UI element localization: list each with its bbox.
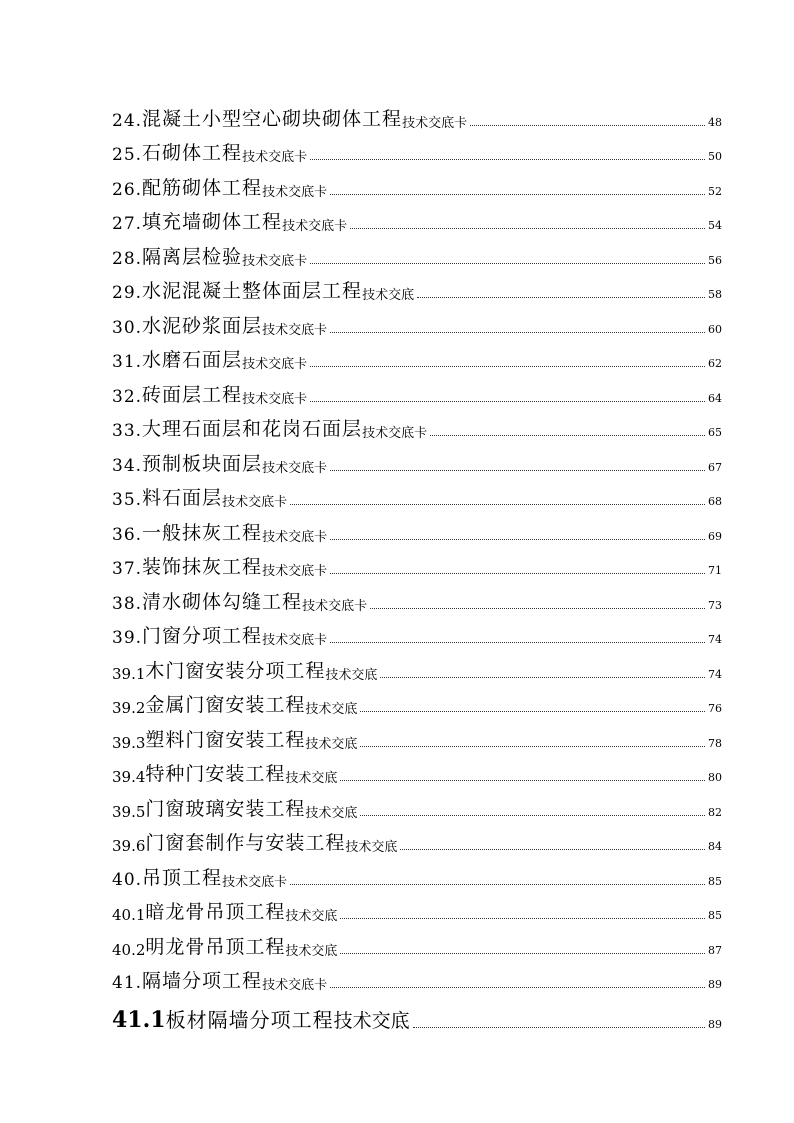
entry-page-number: 74: [708, 633, 722, 646]
entry-number: 30.: [112, 317, 143, 338]
dot-leader: [330, 470, 705, 471]
toc-entry-39-6[interactable]: [112, 827, 722, 862]
entry-page-number: 71: [708, 564, 722, 577]
entry-number: 27.: [112, 214, 143, 234]
entry-title: 塑料门窗安装工程: [145, 728, 306, 751]
entry-suffix: 技术交底卡: [222, 874, 288, 890]
entry-number: 25.: [112, 145, 143, 165]
entry-number: 39.5: [112, 802, 146, 821]
entry-title: 填充墙砌体工程: [142, 211, 283, 233]
entry-suffix: 技术交底卡: [362, 426, 428, 441]
entry-title: 预制板块面层: [142, 452, 263, 475]
toc-entry-41-1[interactable]: [112, 999, 722, 1039]
entry-page-number: 54: [708, 219, 722, 232]
entry-page-number: 85: [708, 874, 722, 888]
entry-title: 特种门安装工程: [145, 763, 286, 785]
dot-leader: [310, 263, 705, 264]
dot-leader: [340, 953, 705, 954]
entry-suffix: 技术交底卡: [262, 564, 328, 579]
entry-suffix: 技术交底: [333, 1010, 410, 1032]
toc-entry-40[interactable]: [112, 861, 722, 896]
entry-title: 清水砌体勾缝工程: [142, 590, 303, 613]
entry-title: 门窗玻璃安装工程: [145, 797, 306, 820]
entry-suffix: 技术交底卡: [402, 115, 468, 131]
entry-page-number: 65: [708, 426, 722, 439]
dot-leader: [330, 642, 705, 643]
entry-suffix: 技术交底卡: [242, 150, 308, 165]
entry-number: 39.1: [112, 664, 146, 683]
toc-entry-32[interactable]: [112, 378, 722, 413]
toc-entry-29[interactable]: [112, 275, 722, 310]
entry-title: 装饰抹灰工程: [142, 556, 263, 578]
toc-entry-39-2[interactable]: [112, 689, 722, 724]
entry-page-number: 69: [708, 529, 722, 543]
dot-leader: [360, 746, 705, 747]
dot-leader: [310, 366, 705, 367]
entry-title: 水磨石面层: [142, 349, 243, 371]
table-of-contents: [112, 102, 722, 1039]
entry-suffix: 技术交底卡: [262, 460, 328, 476]
entry-suffix: 技术交底卡: [262, 322, 328, 338]
entry-page-number: 67: [708, 460, 722, 474]
entry-suffix: 技术交底: [285, 771, 338, 786]
entry-suffix: 技术交底: [305, 702, 358, 717]
entry-page-number: 85: [708, 909, 722, 922]
toc-entry-36[interactable]: [112, 516, 722, 551]
entry-title: 砖面层工程: [142, 383, 243, 406]
entry-page-number: 68: [708, 495, 722, 508]
entry-title: 门窗分项工程: [142, 625, 263, 647]
dot-leader: [360, 815, 705, 816]
toc-entry-39-3[interactable]: [112, 723, 722, 758]
entry-number: 39.: [112, 628, 143, 648]
toc-entry-39-4[interactable]: [112, 758, 722, 793]
entry-page-number: 82: [708, 805, 722, 819]
entry-title: 隔离层检验: [142, 245, 243, 268]
toc-entry-24[interactable]: [112, 102, 722, 137]
entry-suffix: 技术交底: [285, 943, 338, 959]
entry-page-number: 76: [708, 702, 722, 715]
entry-title: 一般抹灰工程: [142, 521, 263, 544]
toc-entry-39[interactable]: [112, 620, 722, 655]
toc-entry-37[interactable]: [112, 551, 722, 586]
dot-leader: [340, 780, 705, 781]
dot-leader: [413, 1027, 705, 1028]
entry-number: 39.3: [112, 733, 146, 752]
toc-entry-27[interactable]: [112, 206, 722, 241]
toc-entry-25[interactable]: [112, 137, 722, 172]
entry-title: 石砌体工程: [142, 142, 243, 164]
entry-suffix: 技术交底卡: [222, 495, 288, 510]
entry-number: 40.2: [112, 940, 146, 959]
toc-entry-39-1[interactable]: [112, 654, 722, 689]
toc-entry-28[interactable]: [112, 240, 722, 275]
entry-number: 26.: [112, 179, 143, 200]
entry-page-number: 64: [708, 391, 722, 405]
entry-number: 36.: [112, 524, 143, 545]
dot-leader: [360, 711, 705, 712]
entry-number: 40.1: [112, 906, 146, 924]
dot-leader: [330, 573, 705, 574]
entry-suffix: 技术交底: [362, 288, 415, 303]
entry-number: 39.2: [112, 699, 146, 717]
dot-leader: [330, 332, 705, 333]
entry-suffix: 技术交底卡: [242, 391, 308, 407]
dot-leader: [370, 608, 705, 609]
toc-entry-35[interactable]: [112, 482, 722, 517]
entry-title: 大理石面层和花岗石面层: [142, 418, 363, 440]
entry-title: 水泥混凝土整体面层工程: [142, 280, 363, 302]
entry-page-number: 56: [708, 253, 722, 267]
dot-leader: [290, 504, 705, 505]
entry-title: 板材隔墙分项工程: [165, 1008, 334, 1032]
dot-leader: [290, 884, 705, 885]
entry-suffix: 技术交底卡: [242, 253, 308, 269]
entry-suffix: 技术交底: [345, 840, 398, 855]
entry-page-number: 60: [708, 322, 722, 336]
entry-number: 31.: [112, 352, 143, 372]
toc-entry-31[interactable]: [112, 344, 722, 379]
dot-leader: [310, 159, 705, 160]
entry-number: 41.: [112, 973, 143, 993]
entry-page-number: 89: [708, 978, 722, 991]
dot-leader: [470, 125, 705, 126]
toc-entry-33[interactable]: [112, 413, 722, 448]
entry-title: 配筋砌体工程: [142, 176, 263, 199]
dot-leader: [400, 849, 705, 850]
entry-suffix: 技术交底卡: [242, 357, 308, 372]
entry-page-number: 87: [708, 943, 722, 957]
entry-number: 34.: [112, 455, 143, 476]
dot-leader: [430, 435, 705, 436]
toc-entry-34[interactable]: [112, 447, 722, 482]
entry-number: 35.: [112, 490, 143, 510]
entry-page-number: 50: [708, 150, 722, 163]
entry-number: 24.: [112, 110, 143, 131]
entry-number: 41.1: [112, 1007, 166, 1033]
entry-suffix: 技术交底: [325, 667, 378, 683]
dot-leader: [310, 401, 705, 402]
entry-page-number: 48: [708, 115, 722, 129]
entry-title: 隔墙分项工程: [142, 970, 263, 992]
entry-page-number: 84: [708, 840, 722, 853]
entry-page-number: 62: [708, 357, 722, 370]
entry-number: 29.: [112, 283, 143, 303]
entry-number: 38.: [112, 593, 143, 614]
entry-number: 33.: [112, 421, 143, 441]
entry-suffix: 技术交底卡: [302, 598, 368, 614]
entry-number: 37.: [112, 559, 143, 579]
dot-leader: [380, 677, 705, 678]
toc-entry-40-2[interactable]: [112, 930, 722, 965]
entry-number: 40.: [112, 869, 143, 890]
entry-suffix: 技术交底卡: [262, 529, 328, 545]
dot-leader: [330, 539, 705, 540]
toc-entry-38[interactable]: [112, 585, 722, 620]
entry-page-number: 73: [708, 598, 722, 612]
toc-entry-41[interactable]: [112, 965, 722, 1000]
entry-suffix: 技术交底卡: [262, 633, 328, 648]
dot-leader: [417, 297, 705, 298]
dot-leader: [330, 194, 705, 195]
entry-suffix: 技术交底卡: [262, 184, 328, 200]
entry-page-number: 52: [708, 184, 722, 198]
entry-title: 混凝土小型空心砌块砌体工程: [142, 107, 403, 130]
entry-suffix: 技术交底: [305, 805, 358, 821]
entry-title: 暗龙骨吊顶工程: [145, 901, 286, 923]
toc-entry-26[interactable]: [112, 171, 722, 206]
entry-title: 料石面层: [142, 487, 223, 509]
entry-page-number: 80: [708, 771, 722, 784]
entry-suffix: 技术交底: [285, 909, 338, 924]
entry-number: 28.: [112, 248, 143, 269]
entry-title: 木门窗安装分项工程: [145, 659, 326, 682]
toc-entry-30[interactable]: [112, 309, 722, 344]
entry-title: 水泥砂浆面层: [142, 314, 263, 337]
entry-title: 吊顶工程: [142, 866, 223, 889]
entry-title: 金属门窗安装工程: [145, 694, 306, 716]
dot-leader: [330, 987, 705, 988]
entry-number: 39.4: [112, 768, 146, 786]
toc-entry-39-5[interactable]: [112, 792, 722, 827]
dot-leader: [350, 228, 705, 229]
entry-page-number: 78: [708, 736, 722, 750]
entry-title: 明龙骨吊顶工程: [145, 935, 286, 958]
entry-page-number: 74: [708, 667, 722, 681]
dot-leader: [340, 918, 705, 919]
entry-page-number: 58: [708, 288, 722, 301]
entry-suffix: 技术交底卡: [262, 978, 328, 993]
entry-page-number: 89: [708, 1018, 722, 1031]
entry-suffix: 技术交底卡: [282, 219, 348, 234]
entry-suffix: 技术交底: [305, 736, 358, 752]
entry-number: 39.6: [112, 837, 146, 855]
toc-entry-40-1[interactable]: [112, 896, 722, 931]
entry-title: 门窗套制作与安装工程: [145, 832, 346, 854]
entry-number: 32.: [112, 386, 143, 407]
